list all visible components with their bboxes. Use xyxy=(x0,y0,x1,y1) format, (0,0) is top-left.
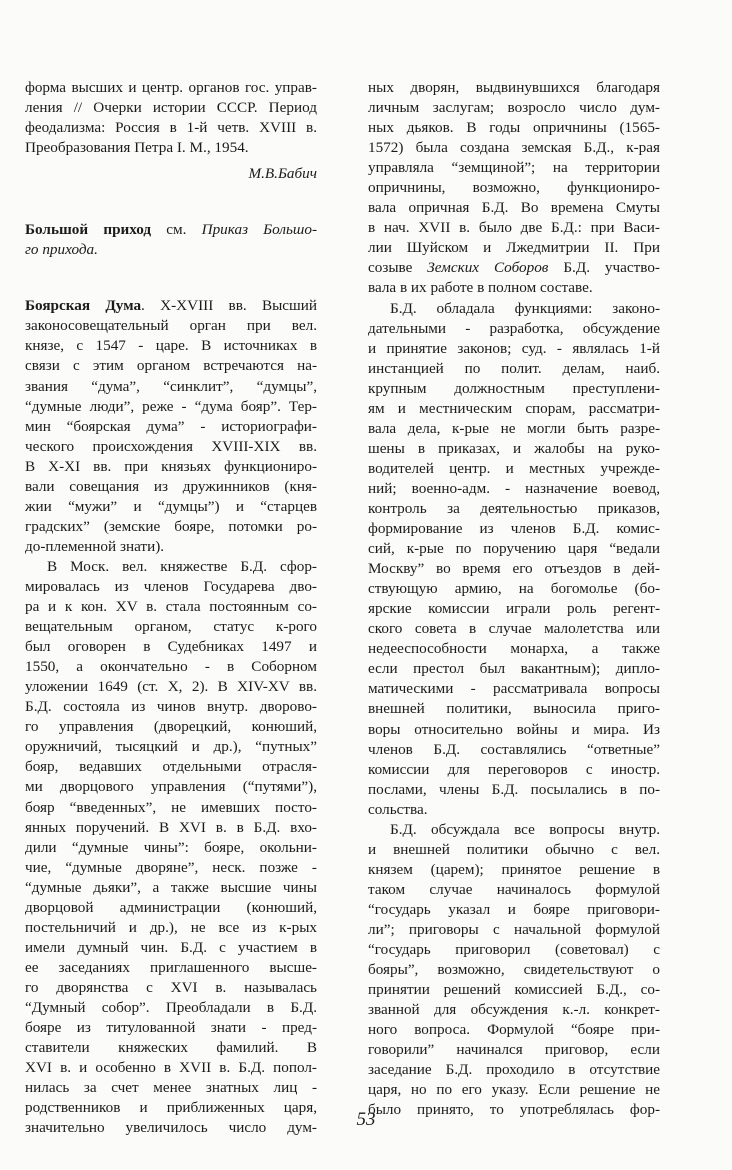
text-line: бояр “введенных”, не имевших посто- xyxy=(25,798,317,816)
text-line: дили “думные чины”: бояре, окольни- xyxy=(25,838,317,856)
left-column xyxy=(25,78,317,1138)
text-line: уложении 1649 (ст. X, 2). В XIV-XV вв. xyxy=(25,678,317,696)
text-line: вала в их работе в полном составе. xyxy=(368,279,593,297)
text-line: В X-XI вв. при князьях функциониро- xyxy=(25,457,317,475)
text-line: Преобразования Петра I. М., 1954. xyxy=(25,139,249,157)
text-line: градских” (земские бояре, потомки ро- xyxy=(25,517,317,535)
text-line: звания “дума”, “синклит”, “думцы”, xyxy=(25,377,317,395)
text-line: ее заседаниях приглашенного высше- xyxy=(25,958,317,976)
text-line: принятии решений комиссией Б.Д., со- xyxy=(368,981,660,999)
text-line: комиссии для переговоров с иностр. xyxy=(368,760,660,778)
text-line: ческого происхождения XVIII-XIX вв. xyxy=(25,437,317,455)
text-line: В Моск. вел. княжестве Б.Д. сфор- xyxy=(47,557,317,575)
entry-headword: Боярская Дума xyxy=(25,297,142,315)
text-line: бояры”, возможно, свидетельствуют о xyxy=(368,961,660,979)
cross-reference-link-continued[interactable]: го прихода. xyxy=(25,241,98,259)
text-line: го дворянства с XVI в. называлась xyxy=(25,978,317,996)
text-line: феодализма: Россия в 1-й четв. XVIII в. xyxy=(25,119,317,137)
text-fragment: Б.Д. участво- xyxy=(548,259,660,277)
text-line: ных дворян, выдвинувшихся благодаря xyxy=(368,79,660,96)
text-line: чие, “думные дворяне”, неск. позже - xyxy=(25,858,317,876)
text-line: постельничий и др.), не все из к-рых xyxy=(25,918,317,936)
text-line: родственников и приближенных царя, xyxy=(25,1099,317,1117)
text-line: опричнины, возможно, функциониро- xyxy=(368,179,660,197)
cross-reference-entry xyxy=(25,220,317,260)
text-line: ярские комиссии играли роль регент- xyxy=(368,600,660,618)
text-line: шены в приказах, и жалобы на руко- xyxy=(368,439,660,457)
right-column xyxy=(368,78,660,1120)
text-line: царя, но по его указу. Если решение не xyxy=(368,1081,660,1099)
text-line: заседание Б.Д. проходило в отсутствие xyxy=(368,1061,660,1079)
text-line: инстанцией по полит. делам, наиб. xyxy=(368,359,660,377)
text-line: связи с этим органом встречаются на- xyxy=(25,357,317,375)
text-line: Б.Д. обсуждала все вопросы внутр. xyxy=(390,820,660,838)
previous-entry-tail xyxy=(25,78,317,184)
text-line: был оговорен в Судебниках 1497 и xyxy=(25,638,317,656)
text-line: мин “боярская дума” - историографи- xyxy=(25,417,317,435)
text-line: Москву” во время его отъездов в дей- xyxy=(368,560,660,578)
text-line: и внешней политики обычно с вел. xyxy=(368,840,660,858)
text-line: законосовещательный орган при вел. xyxy=(25,317,317,335)
text-line: “думные люди”, реже - “дума бояр”. Тер- xyxy=(25,397,317,415)
text-line: ных дьяков. В годы опричнины (1565- xyxy=(368,119,660,137)
see-label: см. xyxy=(166,221,187,239)
text-line: князе, с 1547 - царе. В источниках в xyxy=(25,337,317,355)
text-line: XVI в. и особенно в XVII в. Б.Д. попол- xyxy=(25,1059,317,1077)
text-line: нилась за счет менее знатных лиц - xyxy=(25,1079,317,1097)
text-line: контроль за деятельностью приказов, xyxy=(368,499,660,517)
text-line: послами, члены Б.Д. посылались в по- xyxy=(368,780,660,798)
text-line: ского совета в случае малолетства или xyxy=(368,620,660,638)
text-line: ставители княжеских фамилий. В xyxy=(25,1039,317,1057)
text-fragment: созыве xyxy=(368,259,428,277)
text-line: личным заслугам; возросло число дум- xyxy=(368,99,660,117)
text-line: воры относительно войны и мира. Из xyxy=(368,720,660,738)
text-line: ления // Очерки истории СССР. Период xyxy=(25,99,317,117)
text-line: управляла “земщиной”; на территории xyxy=(368,159,660,177)
text-line: дательными - разработка, обсуждение xyxy=(368,319,660,337)
text-line: ям и местническим спорам, рассматри- xyxy=(368,399,660,417)
text-fragment: . X-XVIII вв. Высший xyxy=(141,297,317,315)
text-line: форма высших и центр. органов гос. управ- xyxy=(25,79,317,96)
text-line: бояре из титулованной знати - пред- xyxy=(25,1019,317,1037)
text-line: и принятие законов; суд. - являлась 1-й xyxy=(368,339,660,357)
text-line: “Думный собор”. Преобладали в Б.Д. xyxy=(25,998,317,1016)
text-line xyxy=(368,258,660,278)
text-line: ми дворцового управления (“путями”), xyxy=(25,778,317,796)
text-line: было принято, то употреблялась фор- xyxy=(368,1101,660,1119)
text-line: вала дела, к-рые не могли быть разре- xyxy=(368,419,660,437)
text-line: таком случае начиналось формулой xyxy=(368,880,660,898)
text-line: до-племенной знати). xyxy=(25,537,165,555)
text-line: ра и к кон. XV в. стала постоянным со- xyxy=(25,598,317,616)
text-line: имели думный чин. Б.Д. с участием в xyxy=(25,938,317,956)
text-line: ли”; приговоры с начальной формулой xyxy=(368,920,660,938)
text-line: князем (царем); принятое решение в xyxy=(368,860,660,878)
text-line: жии “мужи” и “думцы”) и “старцев xyxy=(25,497,317,515)
text-line: в нач. XVII в. было две Б.Д.: при Васи- xyxy=(368,219,660,237)
text-line: вала опричная Б.Д. Во времена Смуты xyxy=(368,199,660,217)
cross-reference-zemsky-sobor[interactable]: Земских Соборов xyxy=(427,259,549,277)
text-line: вали совещания из дружинников (кня- xyxy=(25,477,317,495)
text-line: дворцовой администрации (конюший, xyxy=(25,898,317,916)
text-line: мировалась из членов Государева дво- xyxy=(25,577,317,595)
text-line: значительно увеличилось число дум- xyxy=(25,1119,317,1137)
text-line: крупным должностным преступлени- xyxy=(368,379,660,397)
cross-reference-link[interactable]: Приказ Большо- xyxy=(201,221,318,239)
text-line: ного вопроса. Формулой “бояре при- xyxy=(368,1021,660,1039)
text-line: матическими - рассматривала вопросы xyxy=(368,680,660,698)
text-line: “государь приговорил (советовал) с xyxy=(368,941,660,959)
text-line: бояр, ведавших отдельными отрасля- xyxy=(25,758,317,776)
text-line: 1572) была создана земская Б.Д., к-рая xyxy=(368,139,660,157)
page-number: 53 xyxy=(356,1109,376,1130)
text-line: вещательным органом, статус к-рого xyxy=(25,618,317,636)
text-line: если престол был вакантным); дипло- xyxy=(368,660,660,678)
text-line: сий, к-рые по поручению царя “ведали xyxy=(368,540,660,558)
text-line: званной для обсуждения к.-л. конкрет- xyxy=(368,1001,660,1019)
entry-headword: Большой приход xyxy=(25,221,152,239)
text-line: го управления (дворецкий, конюший, xyxy=(25,718,317,736)
text-line: Б.Д. обладала функциями: законо- xyxy=(390,299,660,317)
text-line: водителей центр. и местных учрежде- xyxy=(368,459,660,477)
entry-author: М.В.Бабич xyxy=(248,165,317,183)
text-line: внешней политики, выносила приго- xyxy=(368,700,660,718)
text-line: 1550, а окончательно - в Соборном xyxy=(25,658,317,676)
text-line: лии Шуйском и Лжедмитрии II. При xyxy=(368,239,660,257)
text-line: “думные дьяки”, а также высшие чины xyxy=(25,878,317,896)
text-line: формирование из членов Б.Д. комис- xyxy=(368,520,660,538)
text-line: говорили” начинался приговор, если xyxy=(368,1041,660,1059)
text-line: оружничий, тысяцкий и др.), “путных” xyxy=(25,738,317,756)
text-line: ствующую армию, на богомолье (бо- xyxy=(368,580,660,598)
main-entry-boyar-duma xyxy=(25,296,317,1138)
text-line: недееспособности монарха, а также xyxy=(368,640,660,658)
text-line: янных поручений. В XVI в. в Б.Д. вхо- xyxy=(25,818,317,836)
text-line: сольства. xyxy=(368,800,428,818)
text-line: Б.Д. состояла из чинов внутр. дворово- xyxy=(25,698,317,716)
text-line: “государь указал и бояре приговори- xyxy=(368,900,660,918)
text-line: ний; военно-адм. - назначение воевод, xyxy=(368,479,660,497)
text-line: членов Б.Д. составлялись “ответные” xyxy=(368,740,660,758)
